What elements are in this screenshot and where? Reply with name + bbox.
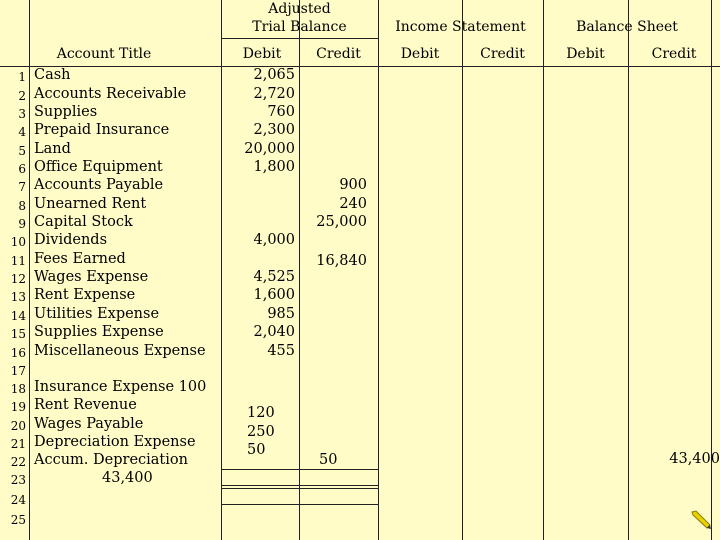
bs-credit-heading: Credit	[651, 46, 697, 62]
atb-debit-cell: 985	[267, 306, 295, 322]
account-title: Supplies	[34, 104, 98, 120]
account-title-heading: Account Title	[56, 46, 152, 62]
atb-credit-cell: 16,840	[316, 253, 367, 269]
atb-debit-cell: 250	[247, 424, 275, 440]
account-title: Fees Earned	[34, 251, 126, 267]
grid-line	[628, 0, 629, 540]
row-number: 1	[18, 70, 26, 84]
account-title: Insurance Expense 100	[34, 379, 207, 395]
grid-line	[299, 0, 300, 540]
grid-line	[462, 0, 463, 540]
is-debit-heading: Debit	[400, 46, 440, 62]
grid-line	[221, 504, 378, 505]
account-title: Wages Payable	[34, 416, 144, 432]
account-title: Depreciation Expense	[34, 434, 196, 450]
row-number: 8	[18, 199, 26, 213]
account-title: Wages Expense	[34, 269, 149, 285]
row-number: 10	[10, 235, 26, 249]
row-number: 7	[18, 180, 26, 194]
row-number: 5	[18, 144, 26, 158]
account-title: Rent Revenue	[34, 397, 137, 413]
row-number: 21	[10, 437, 26, 451]
row-number: 12	[10, 272, 26, 286]
account-title: Utilities Expense	[34, 306, 160, 322]
account-title: Land	[34, 141, 71, 157]
account-title: Accum. Depreciation	[34, 452, 188, 468]
atb-debit-cell: 2,040	[253, 324, 295, 340]
row-number: 2	[18, 89, 26, 103]
atb-credit-cell: 50	[319, 452, 338, 468]
account-title: Dividends	[34, 232, 108, 248]
bs-credit-total: 43,400	[669, 451, 720, 467]
row-number: 9	[18, 217, 26, 231]
grid-line	[29, 0, 30, 540]
account-title: Office Equipment	[34, 159, 163, 175]
account-title: Unearned Rent	[34, 196, 147, 212]
is-credit-heading: Credit	[480, 46, 525, 62]
row-number: 18	[10, 382, 26, 396]
row-number: 22	[10, 455, 26, 469]
atb-debit-cell: 1,600	[253, 287, 295, 303]
row-number: 13	[10, 290, 26, 304]
row-number: 14	[10, 309, 26, 323]
atb-credit-cell: 240	[339, 196, 367, 212]
atb-debit-cell: 760	[267, 104, 295, 120]
row-number: 4	[18, 125, 26, 139]
row-number: 3	[18, 107, 26, 121]
atb-debit-cell: 2,300	[253, 122, 295, 138]
atb-debit-cell: 50	[247, 442, 266, 458]
row-number: 25	[10, 513, 26, 527]
atb-debit-cell: 4,525	[253, 269, 295, 285]
account-title: Accounts Receivable	[34, 86, 187, 102]
row-number: 17	[10, 364, 26, 378]
grid-line	[543, 0, 544, 540]
grid-line	[221, 469, 378, 470]
account-title: Rent Expense	[34, 287, 136, 303]
atb-debit-cell: 1,800	[253, 159, 295, 175]
atb-debit-cell: 4,000	[253, 232, 295, 248]
atb-heading-line1: Adjusted	[268, 1, 331, 17]
atb-debit-cell: 120	[247, 405, 275, 421]
row-number: 15	[10, 327, 26, 341]
atb-debit-cell: 2,065	[253, 67, 295, 83]
account-title: Supplies Expense	[34, 324, 164, 340]
atb-debit-heading: Debit	[242, 46, 282, 62]
grid-line	[221, 38, 378, 39]
atb-debit-cell: 20,000	[244, 141, 295, 157]
row-number: 23	[10, 473, 26, 487]
row-number: 11	[10, 254, 26, 268]
row-number: 16	[10, 346, 26, 360]
account-title: Prepaid Insurance	[34, 122, 170, 138]
pencil-icon	[690, 510, 712, 530]
atb-credit-cell: 25,000	[316, 214, 367, 230]
row-number: 19	[10, 400, 26, 414]
account-title: Cash	[34, 67, 71, 83]
row-number: 20	[10, 419, 26, 433]
row-number: 6	[18, 162, 26, 176]
atb-debit-cell: 455	[267, 343, 295, 359]
atb-credit-cell: 900	[339, 177, 367, 193]
grid-line	[221, 485, 378, 486]
balance-sheet-heading: Balance Sheet	[576, 19, 678, 35]
atb-debit-cell: 2,720	[253, 86, 295, 102]
grid-line	[221, 488, 378, 489]
bs-debit-heading: Debit	[566, 46, 605, 62]
row-number: 24	[10, 493, 26, 507]
account-title: Capital Stock	[34, 214, 133, 230]
account-title: 43,400	[102, 470, 153, 486]
grid-line	[378, 0, 379, 540]
atb-heading-line2: Trial Balance	[252, 19, 347, 35]
account-title: Miscellaneous Expense	[34, 343, 206, 359]
grid-line	[0, 66, 720, 67]
income-statement-heading: Income Statement	[395, 19, 526, 35]
account-title: Accounts Payable	[34, 177, 164, 193]
atb-credit-heading: Credit	[316, 46, 361, 62]
